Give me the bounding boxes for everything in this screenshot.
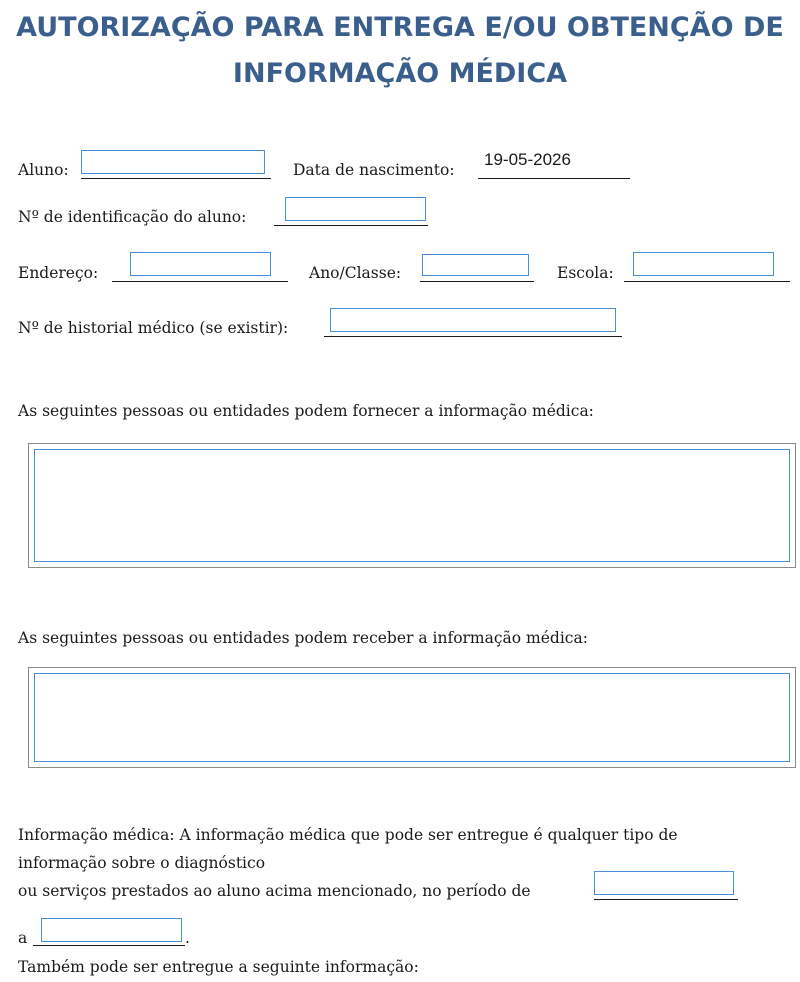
period-start-field[interactable]	[594, 871, 734, 895]
school-underline	[624, 281, 790, 282]
recipients-label: As seguintes pessoas ou entidades podem receber a informação médica:	[18, 629, 588, 647]
period-start-underline	[594, 899, 738, 900]
student-name-label: Aluno:	[18, 161, 69, 179]
medical-record-underline	[324, 336, 622, 337]
student-name-underline	[81, 178, 271, 179]
student-name-field[interactable]	[81, 150, 265, 174]
dob-underline	[478, 178, 630, 179]
period-end-period: .	[185, 929, 190, 947]
period-to-label: a	[18, 929, 28, 947]
school-label: Escola:	[557, 264, 614, 282]
period-end-field[interactable]	[41, 918, 182, 942]
medical-info-line-1: Informação médica: A informação médica que pode ser entregue é qualquer tipo de	[18, 826, 678, 844]
address-label: Endereço:	[18, 264, 99, 282]
medical-info-line-3: ou serviços prestados ao aluno acima mencionado, no período de	[18, 882, 531, 900]
student-id-underline	[274, 225, 428, 226]
dob-field[interactable]	[478, 148, 630, 174]
recipients-box	[28, 667, 796, 768]
medical-info-line-5: Também pode ser entregue a seguinte informação:	[18, 958, 419, 976]
period-end-underline	[33, 945, 185, 946]
student-id-field[interactable]	[285, 197, 426, 221]
recipients-textarea[interactable]	[34, 673, 790, 762]
form-title-line-1: AUTORIZAÇÃO PARA ENTREGA E/OU OBTENÇÃO DE	[16, 12, 784, 43]
dob-label: Data de nascimento:	[293, 161, 455, 179]
grade-underline	[420, 281, 534, 282]
medical-info-line-2: informação sobre o diagnóstico	[18, 854, 266, 872]
form-title-line-2: INFORMAÇÃO MÉDICA	[232, 58, 568, 89]
dob-value: 19-05-2026	[484, 150, 571, 169]
medical-record-field[interactable]	[330, 308, 616, 332]
address-underline	[112, 281, 288, 282]
providers-box	[28, 443, 796, 568]
medical-record-label: Nº de historial médico (se existir):	[18, 319, 289, 337]
address-field[interactable]	[130, 252, 271, 276]
providers-label: As seguintes pessoas ou entidades podem fornecer a informação médica:	[18, 402, 594, 420]
providers-textarea[interactable]	[34, 449, 790, 562]
grade-field[interactable]	[422, 254, 529, 276]
grade-label: Ano/Classe:	[309, 264, 402, 282]
student-id-label: Nº de identificação do aluno:	[18, 208, 247, 226]
school-field[interactable]	[633, 252, 774, 276]
